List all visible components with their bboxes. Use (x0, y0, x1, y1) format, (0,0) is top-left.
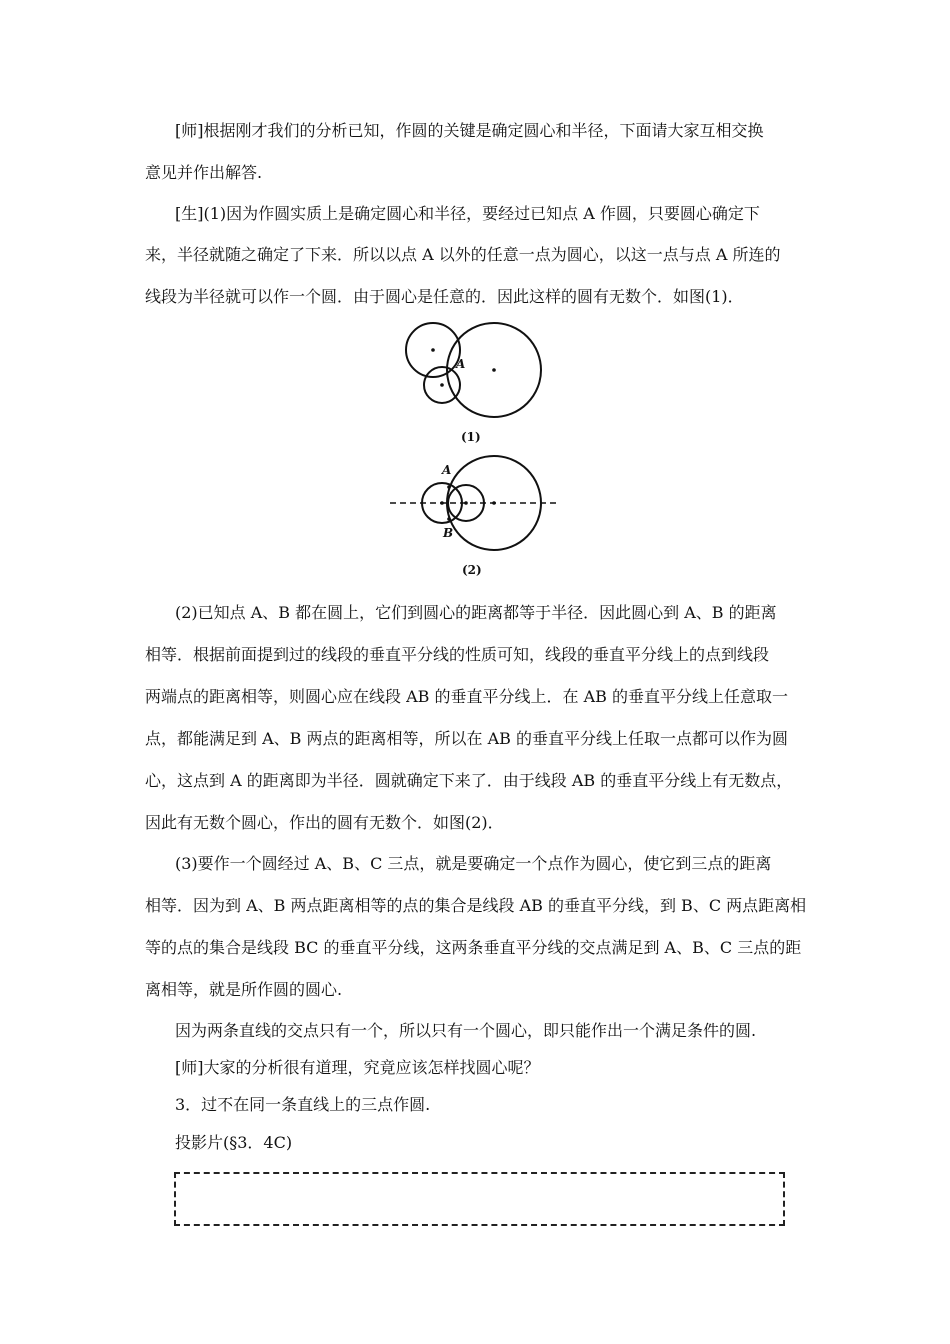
projection-slide-box (174, 1172, 785, 1226)
para-3-line-2: 相等．根据前面提到过的线段的垂直平分线的性质可知，线段的垂直平分线上的点到线段 (145, 645, 770, 664)
para-3-line-5: 心，这点到 A 的距离即为半径．圆就确定下来了．由于线段 AB 的垂直平分线上有无数点， (145, 771, 793, 790)
heading-3: 3．过不在同一条直线上的三点作圆. (175, 1095, 431, 1114)
fig2-center-dot-2 (464, 501, 468, 505)
para-5: 因为两条直线的交点只有一个，所以只有一个圆心，即只能作出一个满足条件的圆. (175, 1021, 757, 1040)
fig1-center-dot-1 (431, 348, 435, 352)
para-3-line-1: (2)已知点 A、B 都在圆上，它们到圆心的距离都等于半径．因此圆心到 A、B 的距离 (175, 603, 777, 622)
para-2-line-2: 来，半径就随之确定了下来．所以以点 A 以外的任意一点为圆心，以这一点与点 A 所连的 (145, 245, 781, 264)
fig2-center-dot-3 (492, 501, 496, 505)
fig2-center-dot-1 (440, 501, 444, 505)
fig2-point-b (447, 517, 451, 521)
para-1-line-2: 意见并作出解答. (145, 163, 263, 182)
para-4-line-1: (3)要作一个圆经过 A、B、C 三点，就是要确定一个点作为圆心，使它到三点的距离 (175, 854, 772, 873)
para-2-line-1: [生](1)因为作圆实质上是确定圆心和半径，要经过已知点 A 作圆，只要圆心确定下 (175, 204, 760, 223)
para-3-line-6: 因此有无数个圆心，作出的圆有无数个．如图(2)． (145, 813, 504, 832)
fig1-caption: (1) (461, 430, 481, 444)
para-2-line-3: 线段为半径就可以作一个圆．由于圆心是任意的．因此这样的圆有无数个．如图(1)． (145, 287, 744, 306)
figure-2 (385, 450, 565, 560)
fig2-label-b: B (443, 526, 454, 540)
para-4-line-4: 离相等，就是所作圆的圆心. (145, 980, 343, 999)
fig1-center-dot-2 (440, 383, 444, 387)
figure-1 (395, 318, 555, 424)
slide-reference: 投影片(§3．4C) (175, 1133, 293, 1152)
para-4-line-3: 等的点的集合是线段 BC 的垂直平分线，这两条垂直平分线的交点满足到 A、B、C 三点的距 (145, 938, 802, 957)
fig2-label-a: A (442, 463, 452, 477)
para-3-line-3: 两端点的距离相等，则圆心应在线段 AB 的垂直平分线上．在 AB 的垂直平分线上任意取一 (145, 687, 788, 706)
fig1-point-label: A (456, 357, 466, 371)
fig2-point-a (447, 485, 451, 489)
para-3-line-4: 点，都能满足到 A、B 两点的距离相等，所以在 AB 的垂直平分线上任取一点都可以作为圆 (145, 729, 788, 748)
para-1-line-1: [师]根据刚才我们的分析已知，作圆的关键是确定圆心和半径，下面请大家互相交换 (175, 121, 764, 140)
para-4-line-2: 相等．因为到 A、B 两点距离相等的点的集合是线段 AB 的垂直平分线，到 B、C 两点距离相 (145, 896, 807, 915)
para-6: [师]大家的分析很有道理，究竟应该怎样找圆心呢？ (175, 1058, 540, 1077)
fig2-caption: (2) (462, 563, 482, 577)
fig1-center-dot-3 (492, 368, 496, 372)
